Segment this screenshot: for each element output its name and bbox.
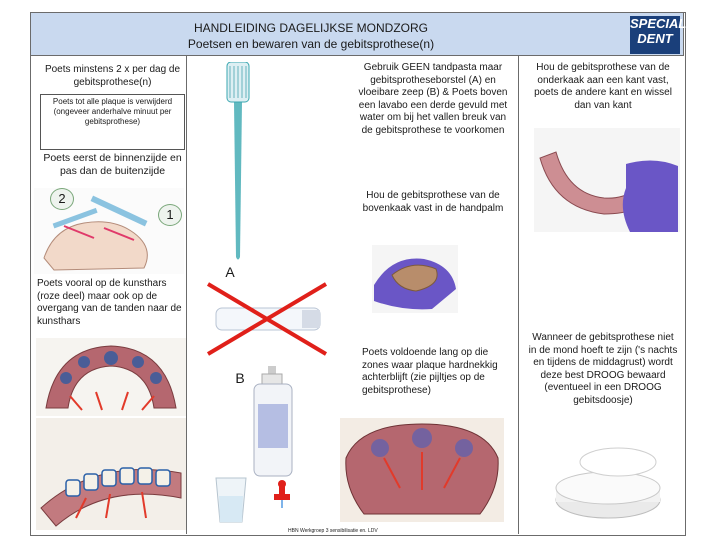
denture-upper-photo [36,338,186,416]
water-glass-icon [212,476,250,524]
hold-lower-instruction: Hou de gebitsprothese van de onderkaak aan een kant vast, poets de andere kant en wissel dan van kant [534,62,672,111]
intro-text: Poets minstens 2 x per dag de gebitsprothese(n) [44,64,181,88]
page-title: HANDLEIDING DAGELIJKSE MONDZORG [193,21,429,35]
faucet-icon [270,478,294,510]
page-subtitle: Poetsen en bewaren van de gebitsprothese(n) [187,37,435,51]
special-dent-logo: SPECIAL DENT [630,16,680,54]
liquid-soap-bottle [250,364,296,478]
footer-credit: HBN Werkgroep 3 sensibilisatie en. LDV [288,528,378,534]
denture-brush-image [216,62,256,262]
denture-plaque-zones-photo [340,418,504,522]
column-divider [518,56,519,534]
step-1-badge: 1 [158,204,182,226]
column-divider [186,56,187,534]
step-2-badge: 2 [50,188,74,210]
toothpaste-crossed-out [206,282,330,358]
hand-holding-lower-denture [534,128,680,232]
supplies-instructions: Gebruik GEEN tandpasta maar gebitsprotheseborstel (A) en vloeibare zeep (B) & Poets boven een lavabo een derde gevuld met water om bij het vallen breuk van de gebitsprothese te voorkomen [358,62,508,136]
storage-instruction: Wanneer de gebitsprothese niet in de mond hoeft te zijn ('s nachts en tijdens de middagrust) wordt deze best DROOG bewaard (eventueel in een DROOG gebitsdoosje) [528,332,678,406]
hold-upper-instruction: Hou de gebitsprothese van de bovenkaak vast in de handpalm [362,190,504,214]
header [30,12,684,56]
long-enough-instruction: Poets voldoende lang op die zones waar plaque hardnekkig achterblijft (zie pijltjes op de gebitsprothese) [362,347,498,396]
order-note: Poets eerst de binnenzijde en pas dan de buitenzijde [43,152,182,177]
kunsthars-note: Poets vooral op de kunsthars (roze deel) maar ook op de overgang van de tanden naar de kunsthars [37,278,182,327]
denture-storage-box [548,440,666,530]
denture-lower-photo [36,418,186,530]
label-a: A [225,264,235,280]
plaque-note-box: Poets tot alle plaque is verwijderd (ongeveer anderhalve minuut per gebitsprothese) [40,94,185,150]
label-b: B [235,370,245,386]
hand-holding-upper-denture [372,245,458,313]
